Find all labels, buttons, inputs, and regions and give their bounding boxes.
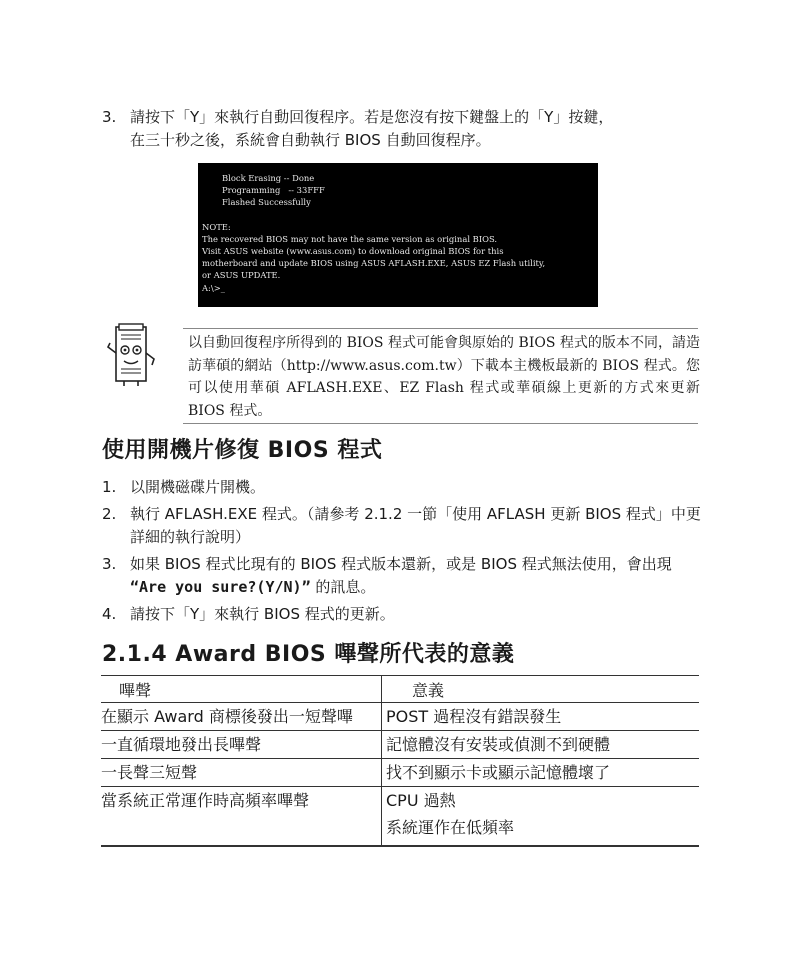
prompt-message: “Are you sure?(Y/N)”: [130, 578, 311, 596]
terminal-line: Block Erasing -- Done: [222, 173, 315, 183]
step-3: [102, 106, 702, 152]
beep-code-table: [101, 675, 699, 847]
steps-list: [102, 476, 702, 626]
list-item: [102, 503, 702, 549]
meaning-line: CPU 過熱: [386, 791, 456, 810]
list-item: [102, 553, 702, 599]
terminal-line: motherboard and update BIOS using ASUS AFLASH.EXE, ASUS EZ Flash utility,: [202, 258, 546, 269]
beep-cell: 在顯示 Award 商標後發出一短聲嗶: [101, 703, 382, 731]
terminal-line: Visit ASUS website (www.asus.com) to download original BIOS for this: [202, 246, 504, 257]
list-item: [102, 476, 702, 499]
beep-cell: 當系統正常運作時高頻率嗶聲: [101, 787, 382, 847]
note-icon: [106, 323, 158, 387]
meaning-cell: 記憶體沒有安裝或偵測不到硬體: [382, 731, 700, 759]
table-row: [101, 703, 699, 731]
meaning-line: 系統運作在低頻率: [386, 818, 515, 837]
column-header: 嗶聲: [101, 676, 382, 703]
step-text: 請按下「Y」來執行 BIOS 程式的更新。: [130, 605, 395, 623]
terminal-line: NOTE:: [202, 221, 231, 232]
step-number: 2.: [102, 505, 117, 523]
step-3-line-1: 請按下「Y」來執行自動回復程序。若是您沒有按下鍵盤上的「Y」按鍵，: [130, 108, 614, 126]
beep-cell: 一長聲三短聲: [101, 759, 382, 787]
table-row: [101, 731, 699, 759]
step-number: 4.: [102, 605, 117, 623]
step-text: 執行 AFLASH.EXE 程式。（請參考 2.1.2 一節「使用 AFLASH 更新 BIOS 程式」中更詳細的執行說明）: [130, 505, 701, 546]
beep-cell: 一直循環地發出長嗶聲: [101, 731, 382, 759]
list-item: [102, 603, 702, 626]
step-text: 如果 BIOS 程式比現有的 BIOS 程式版本還新，或是 BIOS 程式無法使用，會出現: [130, 555, 672, 573]
note-divider-top: [183, 328, 698, 329]
meaning-cell: [382, 787, 700, 847]
section-heading: 使用開機片修復 BIOS 程式: [102, 438, 383, 463]
note-divider-bottom: [183, 423, 698, 424]
terminal-screenshot: [198, 163, 598, 307]
terminal-prompt: A:\>_: [202, 282, 225, 293]
step-number: 3.: [102, 108, 117, 126]
section-heading: 2.1.4 Award BIOS 嗶聲所代表的意義: [102, 642, 515, 667]
step-3-line-2: 在三十秒之後，系統會自動執行 BIOS 自動回復程序。: [130, 131, 491, 149]
step-number: 3.: [102, 555, 117, 573]
terminal-line: Flashed Successfully: [222, 197, 311, 208]
meaning-cell: POST 過程沒有錯誤發生: [382, 703, 700, 731]
terminal-line: Programming -- 33FFF: [222, 185, 325, 196]
table-row: [101, 787, 699, 847]
note-text: 以自動回復程序所得到的 BIOS 程式可能會與原始的 BIOS 程式的版本不同，請造訪華碩的網站（http://www.asus.com.tw）下載本主機板最新的 BIOS 程式。您可以使用華碩 AFLASH.EXE、EZ Flash 程式或華碩線上更新的方式來更新 BIOS 程式。: [188, 335, 700, 419]
table-row: [101, 759, 699, 787]
step-number: 1.: [102, 478, 117, 496]
table-header-row: [101, 676, 699, 703]
meaning-cell: 找不到顯示卡或顯示記憶體壞了: [382, 759, 700, 787]
terminal-line: or ASUS UPDATE.: [202, 270, 281, 281]
step-text: 以開機磁碟片開機。: [130, 478, 266, 496]
step-text: 的訊息。: [310, 578, 376, 596]
terminal-line: The recovered BIOS may not have the same version as original BIOS.: [202, 233, 498, 244]
column-header: 意義: [382, 676, 700, 703]
